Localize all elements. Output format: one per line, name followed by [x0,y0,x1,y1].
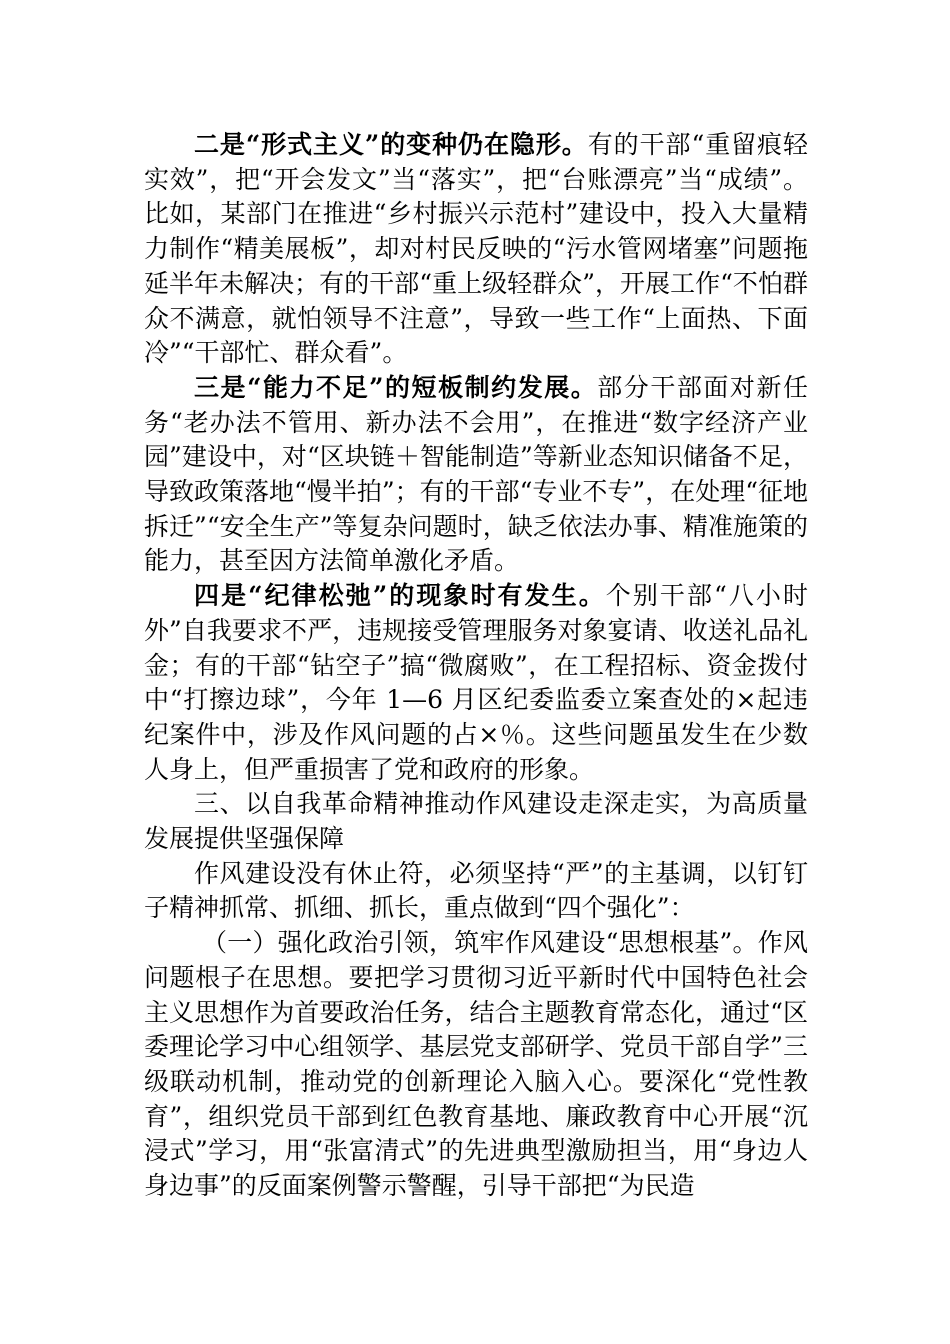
paragraph-text: 有的干部“重留痕轻实效”，把“开会发文”当“落实”，把“台账漂亮”当“成绩”。比如，某部门在推进“乡村振兴示范村”建设中，投入大量精力制作“精美展板”，却对村民反映的“污水管网堵塞”问题拖延半年未解决；有的干部“重上级轻群众”，开展工作“不怕群众不满意，就怕领导不注意”，导致一些工作“上面热、下面冷”“干部忙、群众看”。 [144,130,808,368]
paragraph-heading: 四是“纪律松弛”的现象时有发生。 [194,581,606,611]
paragraph-text: （一）强化政治引领，筑牢作风建设“思想根基”。作风问题根子在思想。要把学习贯彻习近平新时代中国特色社会主义思想作为首要政治任务，结合主题教育常态化，通过“区委理论学习中心组领学、基层党支部研学、党员干部自学”三级联动机制，推动党的创新理论入脑入心。要深化“党性教育”，组织党员干部到红色教育基地、廉政教育中心开展“沉浸式”学习，用“张富清式”的先进典型激励担当，用“身边人身边事”的反面案例警示警醒，引导干部把“为民造 [144,928,808,1201]
paragraph-formalism [144,128,808,371]
paragraph-capability [144,371,808,579]
document-body [144,128,808,1204]
paragraph-section-intro [144,857,808,926]
section-heading-three [144,787,808,856]
paragraph-heading: 三是“能力不足”的短板制约发展。 [194,372,598,402]
paragraph-discipline [144,579,808,787]
paragraph-heading: 二是“形式主义”的变种仍在隐形。 [194,130,588,159]
paragraph-text: 部分干部面对新任务“老办法不管用、新办法不会用”，在推进“数字经济产业园”建设中，对“区块链＋智能制造”等新业态知识储备不足，导致政策落地“慢半拍”；有的干部“专业不专”，在处理“征地拆迁”“安全生产”等复杂问题时，缺乏依法办事、精准施策的能力，甚至因方法简单激化矛盾。 [144,372,808,576]
paragraph-text: 作风建设没有休止符，必须坚持“严”的主基调，以钉钉子精神抓常、抓细、抓长，重点做到“四个强化”： [144,858,808,923]
section-heading-text: 三、以自我革命精神推动作风建设走深走实，为高质量发展提供坚强保障 [144,789,808,854]
paragraph-political-guidance [144,926,808,1204]
paragraph-text: 个别干部“八小时外”自我要求不严，违规接受管理服务对象宴请、收送礼品礼金；有的干部“钻空子”搞“微腐败”，在工程招标、资金拨付中“打擦边球”，今年 1—6 月区纪委监委立案查处的×起违纪案件中，涉及作风问题的占×％。这些问题虽发生在少数人身上，但严重损害了党和政府的形象。 [144,581,808,784]
